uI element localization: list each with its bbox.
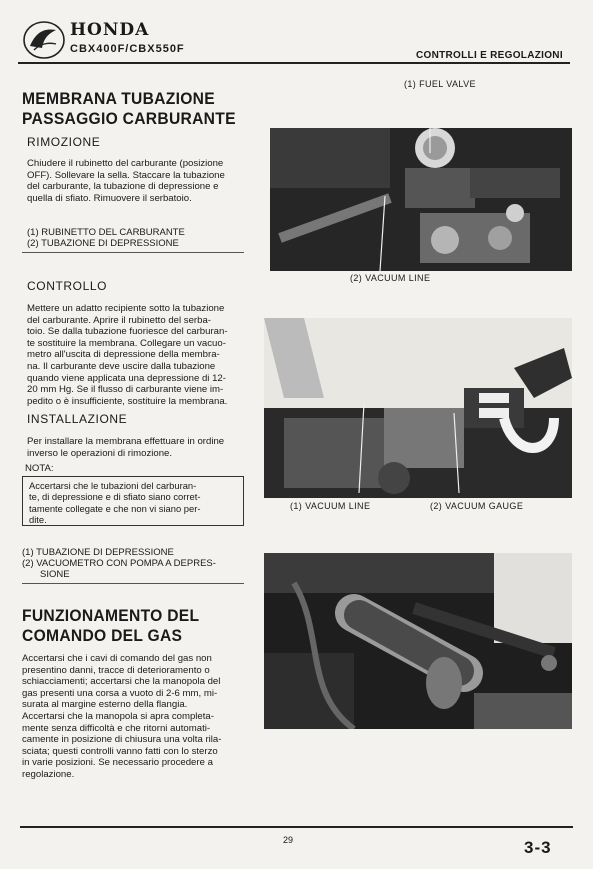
section2-line: camente in posizione di chiusura una volta rila- xyxy=(22,734,222,746)
check-line: na. Il carburante deve uscire dalla tubazione xyxy=(27,360,216,372)
removal-list xyxy=(27,227,185,249)
check-line: te sostituire la membrana. Collegare un vacuo- xyxy=(27,337,226,349)
check-line: quando viene applicata una depressione di 12- xyxy=(27,372,226,384)
divider xyxy=(22,583,244,584)
throttle-grip-photo xyxy=(264,553,572,729)
section2-line: regolazione. xyxy=(22,768,75,780)
section-header: CONTROLLI E REGOLAZIONI xyxy=(416,50,563,61)
fuel-valve-photo xyxy=(270,128,572,271)
install-list xyxy=(22,547,216,580)
section1-title-line1: MEMBRANA TUBAZIONE xyxy=(22,89,215,108)
install-line: inverso le operazioni di rimozione. xyxy=(27,447,173,459)
check-line: pedito o è insufficiente, sostituire la membrana. xyxy=(27,395,228,407)
section2-line: gas presenti una corsa a vuoto di 2-6 mm, mi- xyxy=(22,687,218,699)
list-item: (1) RUBINETTO DEL CARBURANTE xyxy=(27,227,185,238)
vacuum-gauge-photo xyxy=(264,318,572,498)
section2-line: schiacciamenti; accertarsi che la manopola del xyxy=(22,676,221,688)
section2-line: sciata; questi controlli vanno fatti con lo sterzo xyxy=(22,745,218,757)
check-line: metro all'uscita di depressione della membra- xyxy=(27,349,220,361)
fig1-caption-top: (1) FUEL VALVE xyxy=(404,79,476,89)
note-box xyxy=(22,476,244,526)
throttle-grip-illustration xyxy=(264,553,572,729)
fig2-caption-right: (2) VACUUM GAUGE xyxy=(430,501,524,511)
model-name: CBX400F/CBX550F xyxy=(70,43,185,55)
note-line: te, di depressione e di sfiato siano corret- xyxy=(29,491,201,503)
check-line: toio. Se dalla tubazione fuoriesce del carburan- xyxy=(27,326,228,338)
honda-wing-logo xyxy=(22,20,66,60)
section2-line: in varie posizioni. Se necessario procedere a xyxy=(22,757,213,769)
page-reference: 3-3 xyxy=(524,838,552,857)
section2-line: surata al margine esterno della flangia. xyxy=(22,699,188,711)
removal-line: quella di sfiato. Rimuovere il serbatoio. xyxy=(27,192,192,204)
list-item: SIONE xyxy=(40,569,70,580)
note-line: Accertarsi che le tubazioni del carburan- xyxy=(29,480,197,491)
footer-rule xyxy=(20,826,573,828)
install-line: Per installare la membrana effettuare in ordine xyxy=(27,436,225,447)
removal-text xyxy=(27,158,257,204)
removal-line: OFF). Sollevare la sella. Staccare la tubazione xyxy=(27,169,225,181)
note-line: dite. xyxy=(29,514,47,526)
check-line: del carburante. Aprire il rubinetto del serba- xyxy=(27,314,211,326)
vacuum-gauge-illustration xyxy=(264,318,572,498)
install-heading: INSTALLAZIONE xyxy=(27,412,128,426)
removal-line: del carburante, la tubazione di depressione e xyxy=(27,181,219,193)
section2-title-line2: COMANDO DEL GAS xyxy=(22,626,183,645)
brand-name: HONDA xyxy=(70,20,150,40)
note-label: NOTA: xyxy=(25,463,54,474)
section2-line: mente senza difficoltà e che ritorni automati- xyxy=(22,722,211,734)
note-line: tamente collegate e che non vi siano per- xyxy=(29,502,201,514)
page-number: 29 xyxy=(283,835,294,845)
header-rule xyxy=(18,62,570,64)
install-text xyxy=(27,436,259,459)
section2-text xyxy=(22,653,254,781)
list-item: (2) VACUOMETRO CON POMPA A DEPRES- xyxy=(22,558,216,569)
check-line: 20 mm Hg. Se il flusso di carburante viene im- xyxy=(27,384,224,396)
list-item: (2) TUBAZIONE DI DEPRESSIONE xyxy=(27,238,179,249)
list-item: (1) TUBAZIONE DI DEPRESSIONE xyxy=(22,547,174,558)
section2-line: presentino danni, tracce di deterioramento o xyxy=(22,664,210,676)
removal-line: Chiudere il rubinetto del carburante (posizione xyxy=(27,158,224,169)
section1-title-line2: PASSAGGIO CARBURANTE xyxy=(22,109,236,128)
check-heading: CONTROLLO xyxy=(27,279,108,293)
section2-title-line1: FUNZIONAMENTO DEL xyxy=(22,606,200,625)
removal-heading: RIMOZIONE xyxy=(27,135,101,149)
divider xyxy=(22,252,244,253)
check-line: Mettere un adatto recipiente sotto la tubazione xyxy=(27,303,225,314)
fig2-caption-left: (1) VACUUM LINE xyxy=(290,501,371,511)
section2-line: Accertarsi che la manopola si apra completa- xyxy=(22,710,214,722)
check-text xyxy=(27,303,259,407)
fig1-caption-bottom: (2) VACUUM LINE xyxy=(350,273,431,283)
section2-line: Accertarsi che i cavi di comando del gas non xyxy=(22,653,212,664)
fuel-valve-illustration xyxy=(270,128,572,271)
